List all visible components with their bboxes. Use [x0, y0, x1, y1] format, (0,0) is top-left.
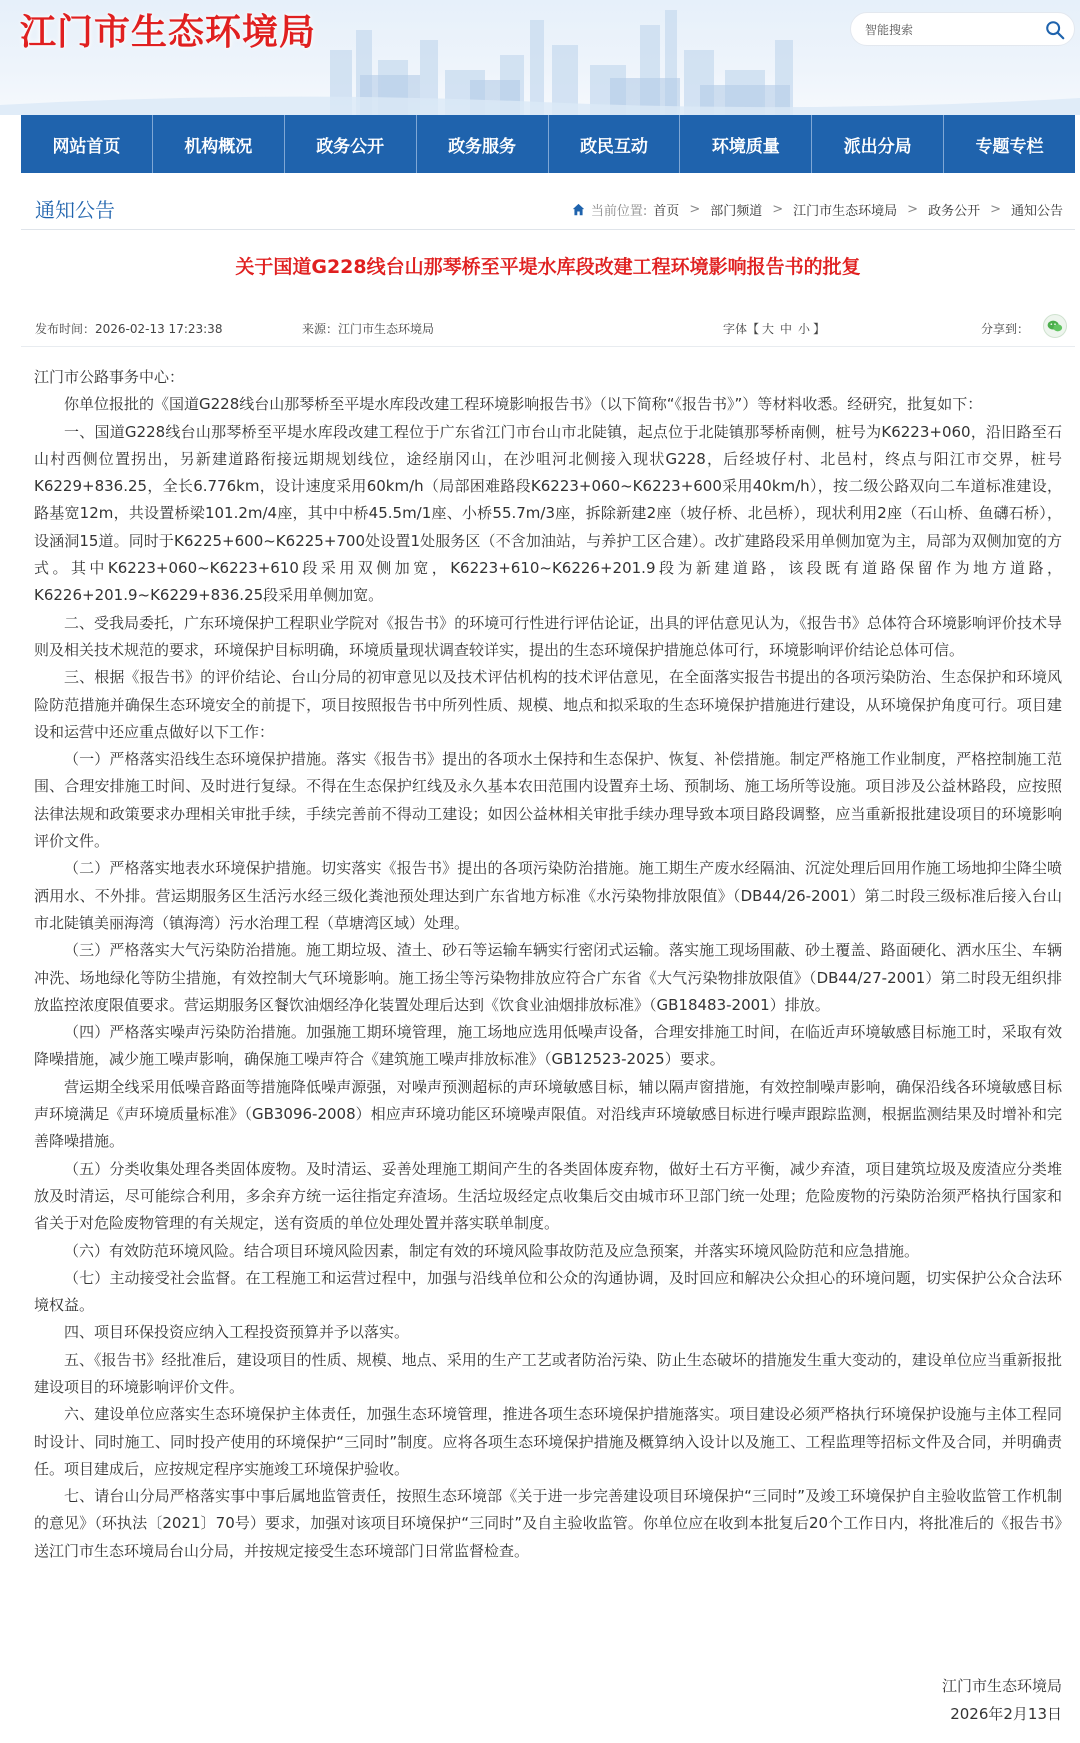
font-size-label: 字体【	[723, 322, 760, 336]
body-paragraph: （七）主动接受社会监督。在工程施工和运营过程中，加强与沿线单位和公众的沟通协调，及时回应和解决公众担心的环境问题，切实保护公众合法环境权益。	[34, 1268, 1062, 1315]
nav-item-gov-affairs[interactable]: 政务公开	[285, 115, 417, 173]
breadcrumb-prefix: 当前位置:	[590, 204, 648, 219]
body-paragraph: 四、项目环保投资应纳入工程投资预算并予以落实。	[64, 1323, 410, 1342]
search-input[interactable]	[865, 19, 1035, 41]
font-size-medium-button[interactable]: 中	[780, 322, 793, 336]
nav-item-interaction[interactable]: 政民互动	[549, 115, 681, 173]
breadcrumb-separator: >	[907, 202, 919, 217]
nav-item-branches[interactable]: 派出分局	[812, 115, 944, 173]
site-logo-title[interactable]: 江门市生态环境局	[20, 12, 317, 53]
breadcrumb-separator: >	[772, 202, 784, 217]
article-source: 来源：江门市生态环境局	[302, 322, 435, 336]
body-paragraph: 五、《报告书》经批准后，建设项目的性质、规模、地点、采用的生产工艺或者防治污染、防止生态破坏的措施发生重大变动的，建设单位应当重新报批建设项目的环境影响评价文件。	[34, 1350, 1062, 1396]
font-size-close-bracket: 】	[813, 322, 826, 336]
article-body	[34, 364, 1062, 1565]
breadcrumb	[572, 200, 1063, 219]
body-paragraph: 六、建设单位应落实生态环境保护主体责任，加强生态环境管理，推进各项生态环境保护措施落实。项目建设必须严格执行环境保护设施与主体工程同时设计、同时施工、同时投产使用的环境保护“三同时”制度。应将各项生态环境保护措施及概算纳入设计以及施工、工程监理等招标文件及合同，并明确责任。项目建成后，应按规定程序实施竣工环境保护验收。	[34, 1405, 1062, 1478]
section-header	[21, 188, 1075, 230]
font-size-large-button[interactable]: 大	[762, 322, 775, 336]
article-title: 关于国道G228线台山那琴桥至平堤水库段改建工程环境影响报告书的批复	[235, 256, 861, 278]
article-meta	[21, 312, 1075, 342]
font-size-small-button[interactable]: 小	[798, 322, 811, 336]
main-nav	[21, 115, 1075, 173]
body-paragraph: 三、根据《报告书》的评价结论、台山分局的初审意见以及技术评估机构的技术评估意见，在全面落实报告书提出的各项污染防治、生态保护和环境风险防范措施并确保生态环境安全的前提下，项目按照报告书中所列性质、规模、地点和拟采取的生态环境保护措施进行建设，从环境保护角度可行。项目建设和运营中还应重点做好以下工作：	[34, 668, 1062, 741]
salutation: 江门市公路事务中心：	[34, 368, 185, 386]
nav-item-gov-services[interactable]: 政务服务	[417, 115, 549, 173]
body-paragraph: 二、受我局委托，广东环境保护工程职业学院对《报告书》的环境可行性进行评估论证，出具的评估意见认为，《报告书》总体符合环境影响评价技术导则及相关技术规范的要求，环境保护目标明确，环境质量现状调查较详实，提出的生态环境保护措施总体可行，环境影响评价结论总体可信。	[34, 613, 1062, 659]
publish-time: 发布时间：2026-02-13 17:23:38	[35, 322, 223, 336]
search-box	[850, 12, 1075, 46]
breadcrumb-separator: >	[990, 202, 1001, 217]
body-paragraph: （三）严格落实大气污染防治措施。施工期垃圾、渣土、砂石等运输车辆实行密闭式运输。落实施工现场围蔽、砂土覆盖、路面硬化、洒水压尘、车辆冲洗、场地绿化等防尘措施，有效控制大气环境影响。施工扬尘等污染物排放应符合广东省《大气污染物排放限值》（DB44/27-2001）第二时段无组织排放监控浓度限值要求。营运期服务区餐饮油烟经净化装置处理后达到《饮食业油烟排放标准》（GB18483-2001）排放。	[34, 941, 1062, 1014]
body-paragraph: （六）有效防范环境风险。结合项目环境风险因素，制定有效的环境风险事故防范及应急预案，并落实环境风险防范和应急措施。	[64, 1241, 920, 1260]
breadcrumb-bureau[interactable]: 江门市生态环境局	[793, 204, 898, 219]
signature-date: 2026年2月13日	[950, 1705, 1062, 1723]
breadcrumb-dept-channel[interactable]: 部门频道	[710, 204, 763, 219]
body-paragraph: 你单位报批的《国道G228线台山那琴桥至平堤水库段改建工程环境影响报告书》（以下简称“《报告书》”）等材料收悉。经研究，批复如下：	[64, 395, 983, 414]
signature-block	[942, 1672, 1062, 1728]
nav-item-special-topics[interactable]: 专题专栏	[975, 136, 1044, 157]
section-title: 通知公告	[35, 198, 115, 222]
share-label: 分享到：	[981, 322, 1030, 336]
nav-item-env-quality[interactable]: 环境质量	[680, 115, 812, 173]
body-paragraph: 一、国道G228线台山那琴桥至平堤水库段改建工程位于广东省江门市台山市北陡镇，起点位于北陡镇那琴桥南侧，桩号为K6223+060，沿旧路至石山村西侧位置拐出，另新建道路衔接远期规划线位，途经崩冈山，在沙咀河北侧接入现状G228，后经坡仔村、北邑村，终点与阳江市交界，桩号K6229+836.25，全长6.776km，设计速度采用60km/h（局部困难路段K6223+060~K6223+600采用40km/h），按二级公路双向二车道标准建设，路基宽12m，共设置桥梁101.2m/4座，其中中桥45.5m/1座、小桥55.7m/3座，拆除新建2座（坡仔桥、北邑桥），现状利用2座（石山桥、鱼礴石桥），设涵洞15道。同时于K6225+600~K6225+700处设置1处服务区（不含加油站，与养护工区合建）。改扩建路段采用单侧加宽为主，局部为双侧加宽的方式。其中K6223+060~K6223+610段采用双侧加宽，K6223+610~K6226+201.9段为新建道路，该段既有道路保留作为地方道路，K6226+201.9~K6229+836.25段采用单侧加宽。	[34, 422, 1062, 605]
signature-org: 江门市生态环境局	[941, 1677, 1062, 1695]
meta-divider	[21, 346, 1075, 347]
breadcrumb-gov-affairs[interactable]: 政务公开	[928, 204, 981, 219]
home-icon	[572, 203, 585, 216]
search-icon[interactable]	[1044, 19, 1066, 41]
wechat-share-icon[interactable]	[1043, 314, 1067, 338]
body-paragraph: （一）严格落实沿线生态环境保护措施。落实《报告书》提出的各项水土保持和生态保护、恢复、补偿措施。制定严格施工作业制度，严格控制施工范围、合理安排施工时间、及时进行复绿。不得在生态保护红线及永久基本农田范围内设置弃土场、预制场、施工场所等设施。项目涉及公益林路段，应按照法律法规和政策要求办理相关审批手续，手续完善前不得动工建设；如因公益林相关审批手续办理导致本项目路段调整，应当重新报批建设项目的环境影响评价文件。	[34, 750, 1062, 851]
font-size-control	[723, 320, 825, 337]
body-paragraph: 营运期全线采用低噪音路面等措施降低噪声源强，对噪声预测超标的声环境敏感目标，辅以隔声窗措施，有效控制噪声影响，确保沿线各环境敏感目标声环境满足《声环境质量标准》（GB3096-2008）相应声环境功能区环境噪声限值。对沿线声环境敏感目标进行噪声跟踪监测，根据监测结果及时增补和完善降噪措施。	[34, 1077, 1062, 1151]
breadcrumb-home[interactable]: 首页	[653, 204, 680, 219]
breadcrumb-separator: >	[689, 202, 701, 217]
body-paragraph: （四）严格落实噪声污染防治措施。加强施工期环境管理，施工场地应选用低噪声设备，合理安排施工时间，在临近声环境敏感目标施工时，采取有效降噪措施，减少施工噪声影响，确保施工噪声符合《建筑施工噪声排放标准》（GB12523-2025）要求。	[34, 1023, 1062, 1069]
body-paragraph: 七、请台山分局严格落实事中事后属地监管责任，按照生态环境部《关于进一步完善建设项目环境保护“三同时”及竣工环境保护自主验收监管工作机制的意见》（环执法〔2021〕70号）要求，加强对该项目环境保护“三同时”及自主验收监管。你单位应在收到本批复后20个工作日内，将批准后的《报告书》送江门市生态环境局台山分局，并按规定接受生态环境部门日常监督检查。	[34, 1487, 1062, 1560]
body-paragraph: （二）严格落实地表水环境保护措施。切实落实《报告书》提出的各项污染防治措施。施工期生产废水经隔油、沉淀处理后回用作施工场地抑尘降尘喷洒用水、不外排。营运期服务区生活污水经三级化粪池预处理达到广东省地方标准《水污染物排放限值》（DB44/26-2001）第二时段三级标准后接入台山市北陡镇美丽海湾（镇海湾）污水治理工程（草塘湾区域）处理。	[34, 859, 1062, 932]
nav-item-about[interactable]: 机构概况	[153, 115, 285, 173]
breadcrumb-notices[interactable]: 通知公告	[1010, 204, 1063, 219]
site-header	[0, 0, 1080, 115]
body-paragraph: （五）分类收集处理各类固体废物。及时清运、妥善处理施工期间产生的各类固体废弃物，做好土石方平衡，减少弃渣，项目建筑垃圾及废渣应分类堆放及时清运，尽可能综合利用，多余弃方统一运往指定弃渣场。生活垃圾经定点收集后交由城市环卫部门统一处理；危险废物的污染防治须严格执行国家和省关于对危险废物管理的有关规定，送有资质的单位处理处置并落实联单制度。	[34, 1159, 1062, 1233]
nav-item-home[interactable]: 网站首页	[21, 115, 153, 173]
